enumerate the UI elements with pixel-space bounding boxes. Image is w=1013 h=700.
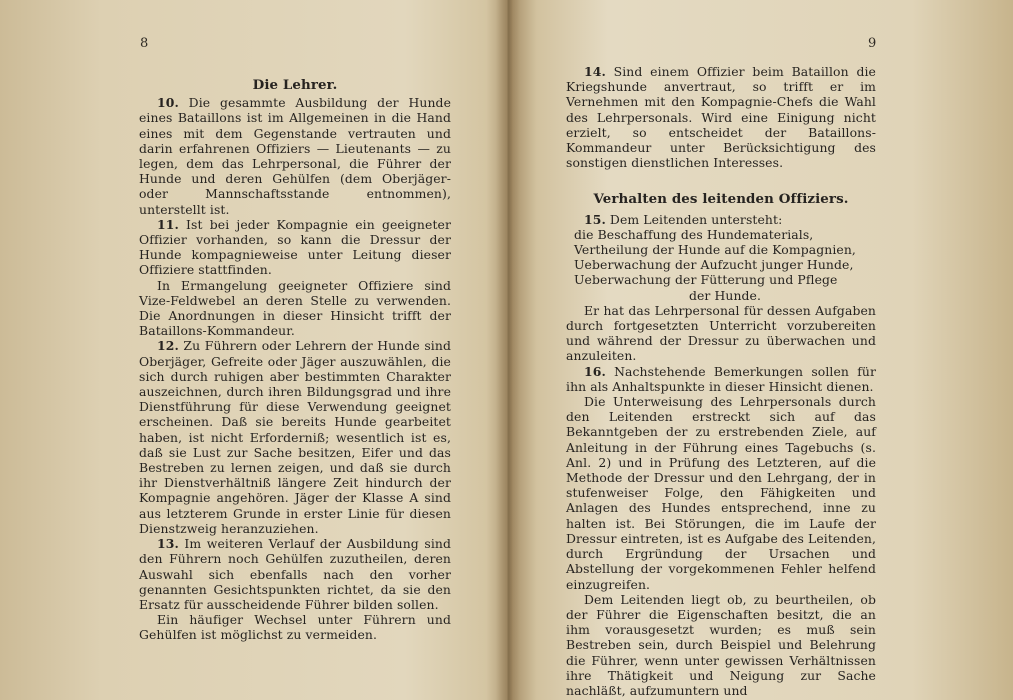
list-item: Vertheilung der Hunde auf die Kompagnien, <box>574 242 856 258</box>
list-item: Ueberwachung der Fütterung und Pflege <box>574 272 838 288</box>
paragraph-text: Zu Führern oder Lehrern der Hunde sind Oberjäger, Gefreite oder Jäger auszuwählen, die sich durch ruhigen aber bestimmten Charakter auszeichnen, durch ihren Bildungsgrad und ihre Dienstführung für diese Verwendung geeignet erscheinen. Daß sie bereits Hunde gearbeitet haben, ist nicht Erforderniß; wesentlich ist es, daß sie Lust zur Sache besitzen, Eifer und das Bestreben zu lernen zeigen, und daß sie durch ihr Dienstverhältniß längere Zeit hindurch der Kompagnie angehören. Jäger der Klasse A sind aus letzterem Grunde in erster Linie für diesen Dienstzweig heranzuziehen. <box>139 338 451 536</box>
right-page <box>508 0 1013 700</box>
paragraph-number: 15. <box>584 211 606 227</box>
paragraph-text: Im weiteren Verlauf der Ausbildung sind den Führern noch Gehülfen zuzutheilen, deren Auswahl sich ebenfalls nach den vorher genannten Gesichtspunkten richtet, da sie den Ersatz für ausscheidende Führer bilden sollen. <box>139 536 451 612</box>
paragraph-text: Sind einem Offizier beim Bataillon die Kriegshunde anvertraut, so trifft er im Vernehmen mit den Kompagnie-Chefs die Wahl des Lehrpersonals. Wird eine Einigung nicht erzielt, so entscheidet der Bataillons-Kommandeur unter Berücksichtigung des sonstigen dienstlichen Interesses. <box>566 64 876 171</box>
paragraph-15-continued <box>566 303 876 364</box>
page-number-right: 9 <box>868 36 877 51</box>
paragraph-13-continued <box>139 612 451 642</box>
paragraph-text: Er hat das Lehrpersonal für dessen Aufgaben durch fortgesetzten Unterricht vorzubereiten und während der Dressur zu überwachen und anzuleiten. <box>566 302 876 364</box>
list-item: Ueberwachung der Aufzucht junger Hunde, <box>574 257 854 273</box>
paragraph-text: Dem Leitenden liegt ob, zu beurtheilen, ob der Führer die Eigenschaften besitzt, die an ihm vorausgesetzt wurden; es muß sein Bestreben sein, durch Beispiel und Belehrung die Führer, wenn unter gewissen Verhältnissen ihre Thätigkeit und Neigung zur Sache nachläßt, aufzumuntern und <box>566 591 876 698</box>
page-number-left: 8 <box>140 36 149 51</box>
paragraph-number: 10. <box>157 95 179 111</box>
paragraph-text: Die Unterweisung des Lehrpersonals durch den Leitenden erstreckt sich auf das Bekanntgeben der zu erstrebenden Ziele, auf Anleitung in der Führung eines Tagebuchs (s. Anl. 2) und in Prüfung des Letzteren, auf die Methode der Dressur und den Lehrgang, der in stufenweiser Folge, den Fähigkeiten und Anlagen des Hundes entsprechend, inne zu halten ist. Bei Störungen, die im Laufe der Dressur eintreten, ist es Aufgabe des Leitenden, durch Ergründung der Ursachen und Abstellung der vorgekommenen Fehler helfend einzugreifen. <box>566 394 876 592</box>
section-heading-lehrer: Die Lehrer. <box>252 77 338 93</box>
left-page <box>0 0 506 700</box>
paragraph-15 <box>566 212 876 227</box>
paragraph-11-continued <box>139 278 451 339</box>
paragraph-text: Nachstehende Bemerkungen sollen für ihn als Anhaltspunkte in dieser Hinsicht dienen. <box>566 363 876 394</box>
paragraph-number: 16. <box>584 363 606 379</box>
paragraph-12 <box>139 338 451 536</box>
list-item: die Beschaffung des Hundematerials, <box>574 226 814 242</box>
paragraph-text: Ein häufiger Wechsel unter Führern und Gehülfen ist möglichst zu vermeiden. <box>139 612 451 643</box>
paragraph-text: Dem Leitenden untersteht: <box>609 211 783 227</box>
paragraph-14 <box>566 64 876 170</box>
paragraph-number: 13. <box>157 536 179 552</box>
duty-list <box>566 227 876 303</box>
paragraph-11 <box>139 217 451 278</box>
left-page-text <box>139 78 451 643</box>
paragraph-text: Die gesammte Ausbildung der Hunde eines Bataillons ist im Allgemeinen in die Hand eines mit dem Gegenstande vertrauten und darin erfahrenen Offiziers — Lieutenants — zu legen, dem das Lehrpersonal, die Führer der Hunde und deren Gehülfen (dem Oberjäger- oder Mannschaftsstande entnommen), unterstellt ist. <box>139 95 451 217</box>
list-item: der Hunde. <box>688 287 762 303</box>
section-heading-verhalten: Verhalten des leitenden Offiziers. <box>593 191 849 208</box>
paragraph-16-continued <box>566 394 876 592</box>
paragraph-10 <box>139 95 451 217</box>
paragraph-text: In Ermangelung geeigneter Offiziere sind Vize-Feldwebel an deren Stelle zu verwenden. Die Anordnungen in dieser Hinsicht trifft der Bataillons-Kommandeur. <box>139 277 451 339</box>
paragraph-16 <box>566 364 876 394</box>
right-page-text <box>566 64 876 698</box>
paragraph-number: 11. <box>157 216 179 232</box>
paragraph-13 <box>139 536 451 612</box>
paragraph-number: 12. <box>157 338 179 354</box>
paragraph-16-continued-2 <box>566 592 876 698</box>
paragraph-number: 14. <box>584 64 606 79</box>
paragraph-text: Ist bei jeder Kompagnie ein geeigneter Offizier vorhanden, so kann die Dressur der Hunde kompagnieweise unter Leitung dieser Offiziere stattfinden. <box>139 216 451 278</box>
